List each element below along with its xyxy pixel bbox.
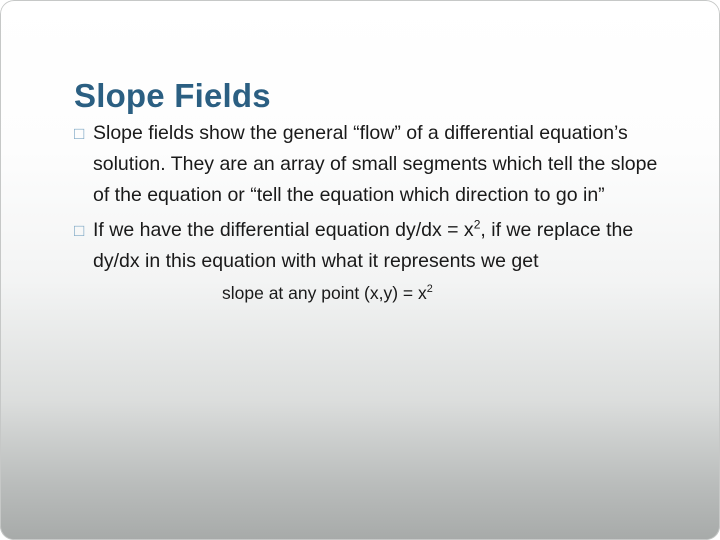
list-item-text: Slope fields show the general “flow” of a differential equation’s solution. They are an array of small segments which tell the slope of the equation or “tell the equation which direction to go in” — [93, 122, 658, 206]
list-item-text-part: If we have the differential equation dy/dx = x — [93, 219, 474, 241]
bullet-marker-icon: □ — [74, 221, 85, 240]
page-title: Slope Fields — [74, 77, 271, 115]
equation-line — [74, 278, 674, 308]
list-item-text — [93, 215, 674, 277]
equation-text: slope at any point (x,y) = x — [222, 283, 427, 303]
list-item-text-part: , if we replace the dy/dx in this equation with what it represents we get — [93, 219, 634, 272]
list-item — [74, 215, 674, 277]
exponent: 2 — [473, 217, 481, 232]
bullet-marker-icon: □ — [74, 124, 85, 143]
equation-exponent: 2 — [426, 283, 433, 296]
slide-body — [74, 118, 674, 308]
list-item — [74, 118, 674, 211]
